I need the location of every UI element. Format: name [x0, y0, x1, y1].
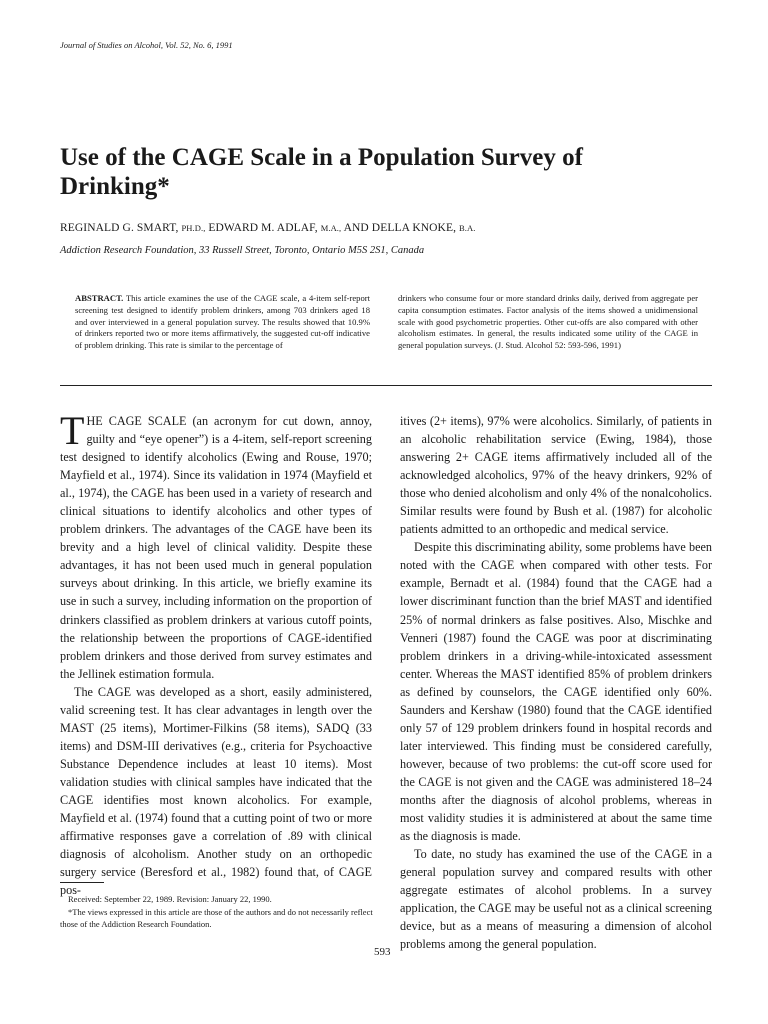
abstract-label: ABSTRACT. — [75, 293, 124, 303]
author-list — [60, 222, 476, 234]
abstract-right-column — [398, 293, 698, 352]
body-paragraph: The CAGE was developed as a short, easily administered, valid screening test. It has clear advantages in length over the MAST (25 items), Mortimer-Filkins (58 items), SADQ (33 items) and DSM-III derivatives (e.g., criteria for Psychoactive Substance Dependence includes at least 10 items). Most validation studies with clinical samples have indicated that the CAGE identifies most known alcoholics. For example, Mayfield et al. (1974) found that a cutting point of two or more affirmative responses gave a correlation of .89 with clinical diagnosis of alcoholism. Another study on an orthopedic surgery service (Beresford et al., 1982) found that, of CAGE pos- — [60, 684, 372, 898]
body-paragraph: To date, no study has examined the use of the CAGE in a general population survey and compared results with other aggregate estimates of alcohol problems. In a survey application, the CAGE may be useful not as a clinical screening device, but as a means of measuring a dimension of alcohol problems among the general population. — [400, 847, 712, 952]
author-degree: B.A. — [459, 223, 476, 233]
abstract-text: This article examines the use of the CAGE scale, a 4-item self-report screening test designed to identify problem drinkers, among 703 drinkers aged 18 and over interviewed in a general population survey. The results showed that 10.9% of drinkers reported two or more items affirmatively, the suggested cut-off indicative of problem drinking. This rate is similar to the percentage of — [75, 293, 370, 351]
page-number: 593 — [374, 946, 391, 958]
body-left-column — [60, 408, 372, 899]
abstract-left-column — [75, 293, 370, 352]
author-name: EDWARD M. ADLAF, — [208, 222, 318, 234]
footnote-received: Received: September 22, 1989. Revision: January 22, 1990. — [68, 894, 272, 904]
body-paragraph: Despite this discriminating ability, some problems have been noted with the CAGE when compared with other tests. For example, Bernadt et al. (1984) found that the CAGE had a lower discriminant function than the brief MAST and identified 25% of normal drinkers as false positives. Also, Mischke and Venneri (1987) found the CAGE was poor at discriminating problem drinkers in a driving-while-intoxicated assessment center. Whereas the MAST identified 85% of problem drinkers as defined by counselors, the CAGE identified only 60%. Saunders and Kershaw (1980) found that the CAGE identified only 57 of 129 problem drinkers found in hospital records and later interviewed. This finding must be considered carefully, however, because of two problems: the cut-off score used for the CAGE is not given and the CAGE was administered 18–24 months after the diagnosis of alcohol problems, whereas in most validity studies it is administered at about the same time as the diagnosis is made. — [400, 540, 712, 844]
author-degree: PH.D., — [181, 223, 206, 233]
article-title: Use of the CAGE Scale in a Population Survey of Drinking* — [60, 144, 583, 200]
journal-citation: Journal of Studies on Alcohol, Vol. 52, No. 6, 1991 — [60, 40, 233, 50]
footnote-disclaimer: *The views expressed in this article are those of the authors and do not necessarily reflect those of the Addiction Research Foundation. — [60, 906, 373, 930]
author-name: REGINALD G. SMART, — [60, 222, 179, 234]
body-paragraph: itives (2+ items), 97% were alcoholics. Similarly, of patients in an alcoholic rehabilitation service (Ewing, 1984), those answering 2+ CAGE items affirmatively included all of the acknowledged alcoholics, 97% of the heavy drinkers, 92% of those who denied alcoholism and only 4% of the nonalcoholics. Similar results were found by Bush et al. (1987) for alcoholic patients admitted to an orthopedic and medical service. — [400, 414, 712, 537]
author-degree: M.A., — [320, 223, 342, 233]
footnote-rule — [60, 882, 104, 883]
footnotes — [60, 893, 380, 931]
author-name: AND DELLA KNOKE, — [343, 222, 457, 234]
section-divider — [60, 385, 712, 386]
paragraph-text: HE CAGE SCALE (an acronym for cut down, annoy, guilty and “eye opener”) is a 4-item, self-report screening test designed to identify alcoholics (Ewing and Rouse, 1970; Mayfield et al., 1974). Since its validation in 1974 (Mayfield et al., 1974), the CAGE has been used in a variety of research and clinical situations to identify alcoholics and other types of problem drinkers. The advantages of the CAGE have been its brevity and a high level of clinical validity. Despite these advantages, it has not been used much in general population surveys about drinking. In this article, we briefly examine its use in such a survey, including information on the proportion of drinkers classified as problem drinkers at various cutoff points, the relationship between the proportions of CAGE-identified problem drinkers and those derived from survey estimates and the Jellinek estimation formula. — [60, 414, 372, 681]
abstract-text: drinkers who consume four or more standard drinks daily, derived from aggregate per capita consumption estimates. Factor analysis of the items showed a unidimensional scale with good psychometric properties. Other cut-offs are also compared with other alcoholism estimates. In general, the results indicated some utility of the CAGE in general population surveys. (J. Stud. Alcohol 52: 593-596, 1991) — [398, 293, 698, 351]
body-paragraph — [60, 408, 372, 683]
body-right-column — [400, 412, 712, 953]
author-affiliation: Addiction Research Foundation, 33 Russell Street, Toronto, Ontario M5S 2S1, Canada — [60, 245, 425, 256]
drop-cap: T — [60, 408, 85, 453]
